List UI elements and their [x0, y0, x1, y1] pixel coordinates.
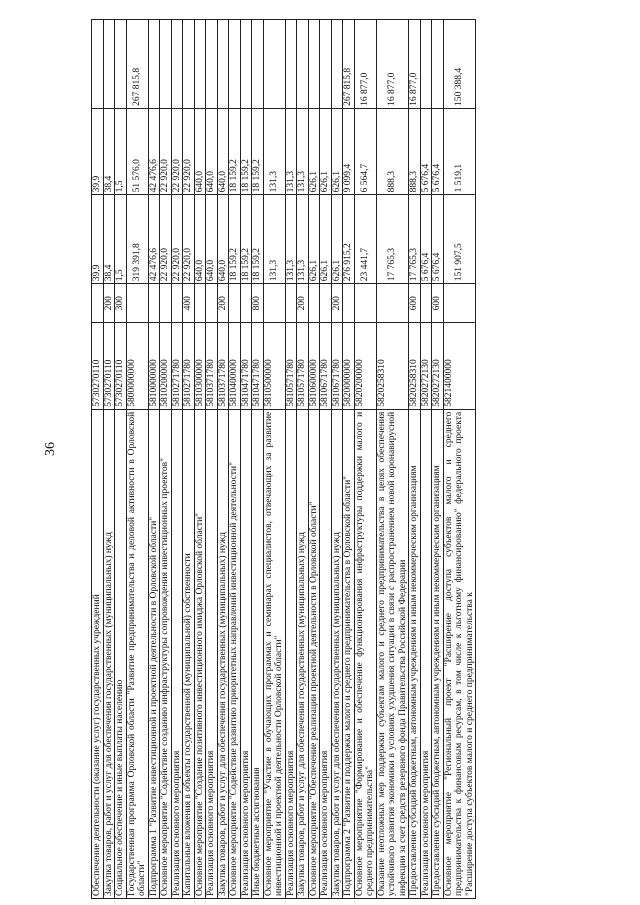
row-regional: 39,9	[92, 108, 104, 194]
budget-table	[91, 19, 476, 899]
row-total: 39,9	[92, 195, 104, 284]
row-code: 5820272130	[420, 323, 432, 409]
row-name: Реализация основного мероприятия	[285, 409, 297, 898]
row-expense-type	[343, 284, 355, 323]
row-code: 5810300000	[194, 323, 206, 409]
row-name: Закупка товаров, работ и услуг для обеспечения государственных (муниципальных) нужд	[331, 409, 343, 898]
row-federal	[263, 20, 285, 109]
row-total: 22 920,0	[160, 195, 172, 284]
table-row	[160, 20, 172, 899]
row-total: 640,0	[194, 195, 206, 284]
row-expense-type	[285, 284, 297, 323]
row-code: 5810671780	[320, 323, 332, 409]
row-code: 5810571780	[297, 323, 309, 409]
row-expense-type	[443, 284, 476, 323]
row-code: 5730270110	[115, 323, 127, 409]
table-row	[263, 20, 285, 899]
row-total: 626,1	[320, 195, 332, 284]
row-expense-type: 800	[252, 284, 264, 323]
row-federal: 16 877,0	[409, 20, 421, 109]
row-name: Государственная программа Орловской области "Развитие предпринимательства и деловой активности в Орловской области"	[126, 409, 148, 898]
row-code: 5810400000	[229, 323, 241, 409]
row-total: 5 676,4	[432, 195, 444, 284]
row-federal	[206, 20, 218, 109]
page-number: 36	[43, 442, 58, 456]
row-name: Предоставление субсидий бюджетным, автономным учреждениям и иным некоммерческим организациям	[409, 409, 421, 898]
row-code: 5810271780	[183, 323, 195, 409]
row-regional: 38,4	[103, 108, 115, 194]
row-regional: 18 159,2	[252, 108, 264, 194]
row-federal	[285, 20, 297, 109]
table-row	[240, 20, 252, 899]
row-code: 5810000000	[148, 323, 160, 409]
row-regional: 626,1	[320, 108, 332, 194]
table-row	[443, 20, 476, 899]
row-name: Реализация основного мероприятия	[206, 409, 218, 898]
row-expense-type: 400	[183, 284, 195, 323]
row-regional: 640,0	[217, 108, 229, 194]
row-code: 5810600000	[308, 323, 320, 409]
row-code: 5810271780	[171, 323, 183, 409]
row-federal: 150 388,4	[443, 20, 476, 109]
row-name: Реализация основного мероприятия	[320, 409, 332, 898]
row-expense-type	[320, 284, 332, 323]
row-regional: 42 476,6	[148, 108, 160, 194]
row-total: 18 159,2	[252, 195, 264, 284]
rotated-page	[85, 0, 640, 905]
row-code: 5820258310	[409, 323, 421, 409]
row-code: 5810500000	[263, 323, 285, 409]
row-total: 18 159,2	[240, 195, 252, 284]
table-row	[376, 20, 409, 899]
row-regional: 888,3	[376, 108, 409, 194]
table-row	[354, 20, 376, 899]
row-code: 5820272130	[432, 323, 444, 409]
row-total: 151 907,5	[443, 195, 476, 284]
row-regional: 18 159,2	[240, 108, 252, 194]
row-federal	[320, 20, 332, 109]
row-expense-type	[240, 284, 252, 323]
row-total: 5 676,4	[420, 195, 432, 284]
row-total: 131,3	[285, 195, 297, 284]
row-federal	[217, 20, 229, 109]
row-total: 319 391,8	[126, 195, 148, 284]
row-federal: 16 877,0	[376, 20, 409, 109]
row-code: 5810571780	[285, 323, 297, 409]
row-code: 5810371780	[217, 323, 229, 409]
row-federal	[308, 20, 320, 109]
row-name: Основное мероприятие "Обеспечение реализации проектной деятельности в Орловской области"	[308, 409, 320, 898]
row-federal	[171, 20, 183, 109]
table-row	[409, 20, 421, 899]
row-code: 5810200000	[160, 323, 172, 409]
row-expense-type: 600	[432, 284, 444, 323]
row-regional: 22 920,0	[183, 108, 195, 194]
row-total: 640,0	[206, 195, 218, 284]
row-code: 5810371780	[206, 323, 218, 409]
row-regional: 9 099,4	[343, 108, 355, 194]
row-expense-type: 200	[331, 284, 343, 323]
table-row	[183, 20, 195, 899]
row-regional: 22 920,0	[160, 108, 172, 194]
table-row	[217, 20, 229, 899]
row-expense-type: 200	[103, 284, 115, 323]
row-expense-type	[206, 284, 218, 323]
row-federal	[420, 20, 432, 109]
row-regional: 1,5	[115, 108, 127, 194]
row-name: Закупка товаров, работ и услуг для обеспечения государственных (муниципальных) нужд	[103, 409, 115, 898]
row-name: Реализация основного мероприятия	[171, 409, 183, 898]
row-total: 17 765,3	[409, 195, 421, 284]
row-expense-type	[171, 284, 183, 323]
row-name: Оказание неотложных мер поддержки субъектам малого и среднего предпринимательства в целях обеспечения устойчивого развития экономики в условиях ухудшения ситуации в связи с распространением новой коронавирусной инфекции за счет средств резервного фонда Правительства Российской Федерации	[376, 409, 409, 898]
row-regional: 6 564,7	[354, 108, 376, 194]
row-expense-type	[92, 284, 104, 323]
row-name: Основное мероприятие "Участие в обучающих программах и семинарах специалистов, отвечающих за развитие инвестиционной и проектной деятельности Орловской области"	[263, 409, 285, 898]
row-name: Основное мероприятие "Содействие развитию приоритетных направлений инвестиционной деятельности"	[229, 409, 241, 898]
row-name: Реализация основного мероприятия	[240, 409, 252, 898]
table-row	[115, 20, 127, 899]
row-federal: 267 815,8	[126, 20, 148, 109]
row-expense-type	[420, 284, 432, 323]
row-regional: 888,3	[409, 108, 421, 194]
row-total: 131,3	[263, 195, 285, 284]
table-row	[171, 20, 183, 899]
row-total: 23 441,7	[354, 195, 376, 284]
row-name: Закупка товаров, работ и услуг для обеспечения государственных (муниципальных) нужд	[217, 409, 229, 898]
row-name: Подпрограмма 1 "Развитие инвестиционной и проектной деятельности в Орловской области"	[148, 409, 160, 898]
row-code: 5800000000	[126, 323, 148, 409]
row-total: 131,3	[297, 195, 309, 284]
row-regional: 131,3	[285, 108, 297, 194]
row-federal	[160, 20, 172, 109]
row-total: 17 765,3	[376, 195, 409, 284]
row-name: Капитальные вложения в объекты государственной (муниципальной) собственности	[183, 409, 195, 898]
row-federal	[92, 20, 104, 109]
row-name: Предоставление субсидий бюджетным, автономным учреждениям и иным некоммерческим организациям	[432, 409, 444, 898]
row-regional: 626,1	[331, 108, 343, 194]
row-name: Закупка товаров, работ и услуг для обеспечения государственных (муниципальных) нужд	[297, 409, 309, 898]
row-regional: 5 676,4	[420, 108, 432, 194]
row-regional: 51 576,0	[126, 108, 148, 194]
row-federal	[103, 20, 115, 109]
table-row	[320, 20, 332, 899]
row-total: 1,5	[115, 195, 127, 284]
row-expense-type	[376, 284, 409, 323]
row-total: 22 920,0	[183, 195, 195, 284]
row-regional: 22 920,0	[171, 108, 183, 194]
table-row	[148, 20, 160, 899]
row-expense-type	[148, 284, 160, 323]
row-total: 38,4	[103, 195, 115, 284]
table-row	[343, 20, 355, 899]
table-row	[297, 20, 309, 899]
row-name: Основное мероприятие "Содействие созданию инфраструктуры сопровождения инвестиционных проектов"	[160, 409, 172, 898]
row-name: Основное мероприятие "Создание позитивного инвестиционного имиджа Орловской области"	[194, 409, 206, 898]
table-container	[85, 0, 640, 905]
row-code: 5810471780	[240, 323, 252, 409]
table-row	[331, 20, 343, 899]
row-code: 5820000000	[343, 323, 355, 409]
table-row	[308, 20, 320, 899]
table-row	[252, 20, 264, 899]
row-expense-type	[126, 284, 148, 323]
row-federal	[148, 20, 160, 109]
row-code: 5820200000	[354, 323, 376, 409]
table-row	[103, 20, 115, 899]
row-expense-type	[194, 284, 206, 323]
row-name: Социальное обеспечение и иные выплаты населению	[115, 409, 127, 898]
row-code: 5820258310	[376, 323, 409, 409]
row-code: 5730270110	[103, 323, 115, 409]
row-federal: 267 815,8	[343, 20, 355, 109]
row-federal: 16 877,0	[354, 20, 376, 109]
row-federal	[229, 20, 241, 109]
row-total: 42 476,6	[148, 195, 160, 284]
row-name: Обеспечение деятельности (оказание услуг) государственных учреждений	[92, 409, 104, 898]
row-code: 5810471780	[252, 323, 264, 409]
table-row	[92, 20, 104, 899]
table-row	[420, 20, 432, 899]
row-federal	[331, 20, 343, 109]
row-expense-type: 200	[217, 284, 229, 323]
row-regional: 640,0	[206, 108, 218, 194]
row-code: 5821400000	[443, 323, 476, 409]
row-name: Иные бюджетные ассигнования	[252, 409, 264, 898]
row-expense-type	[263, 284, 285, 323]
row-expense-type	[160, 284, 172, 323]
table-row	[229, 20, 241, 899]
row-federal	[297, 20, 309, 109]
row-expense-type	[354, 284, 376, 323]
row-regional: 18 159,2	[229, 108, 241, 194]
row-total: 626,1	[331, 195, 343, 284]
row-expense-type	[308, 284, 320, 323]
row-name: Основное мероприятие "Региональный проект "Расширение доступа субъектов малого и среднего предпринимательства к финансовым ресурсам, в том числе к льготному финансированию" федерального проекта "Расширение доступа субъектов малого и среднего предпринимательства к	[443, 409, 476, 898]
row-federal	[194, 20, 206, 109]
row-federal	[252, 20, 264, 109]
row-total: 626,1	[308, 195, 320, 284]
row-expense-type	[229, 284, 241, 323]
row-regional: 640,0	[194, 108, 206, 194]
table-row	[206, 20, 218, 899]
row-total: 640,0	[217, 195, 229, 284]
table-row	[285, 20, 297, 899]
row-total: 276 915,2	[343, 195, 355, 284]
row-code: 5810671780	[331, 323, 343, 409]
row-regional: 131,3	[297, 108, 309, 194]
row-regional: 5 676,4	[432, 108, 444, 194]
row-federal	[183, 20, 195, 109]
row-name: Подпрограмма 2 "Развитие и поддержка малого и среднего предпринимательства в Орловской области"	[343, 409, 355, 898]
row-regional: 1 519,1	[443, 108, 476, 194]
row-regional: 626,1	[308, 108, 320, 194]
row-regional: 131,3	[263, 108, 285, 194]
table-row	[126, 20, 148, 899]
row-expense-type: 300	[115, 284, 127, 323]
row-federal	[115, 20, 127, 109]
row-federal	[240, 20, 252, 109]
row-federal	[432, 20, 444, 109]
row-expense-type: 600	[409, 284, 421, 323]
row-total: 22 920,0	[171, 195, 183, 284]
row-name: Основное мероприятие "Формирование и обеспечение функционирования инфраструктуры поддержки малого и среднего предпринимательства"	[354, 409, 376, 898]
row-total: 18 159,2	[229, 195, 241, 284]
row-code: 5730270110	[92, 323, 104, 409]
table-row	[194, 20, 206, 899]
row-name: Реализация основного мероприятия	[420, 409, 432, 898]
row-expense-type: 200	[297, 284, 309, 323]
table-row	[432, 20, 444, 899]
